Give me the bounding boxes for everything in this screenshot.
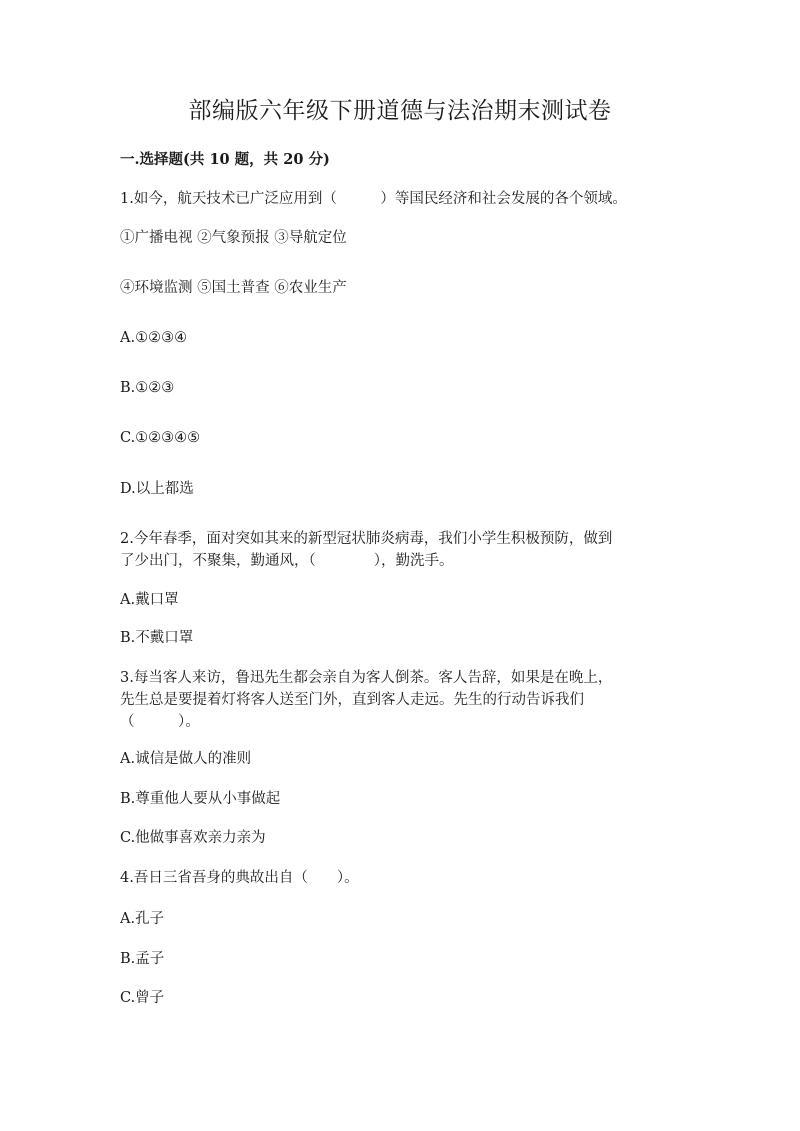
question-3-option-c: C.他做事喜欢亲力亲为 [120,830,266,846]
question-1-stem: 1.如今，航天技术已广泛应用到（ ）等国民经济和社会发展的各个领域。 [120,191,627,207]
question-3-stem-line-3: （ ）。 [120,714,200,730]
question-1-items-line-1: ①广播电视 ②气象预报 ③导航定位 [120,230,347,246]
question-2-stem-line-2: 了少出门，不聚集，勤通风，（ ），勤洗手。 [120,553,454,569]
question-1-option-d: D.以上都选 [120,481,194,497]
question-2-stem-line-1: 2.今年春季，面对突如其来的新型冠状肺炎病毒，我们小学生积极预防，做到 [120,531,613,547]
question-3-stem-line-2: 先生总是要提着灯将客人送至门外，直到客人走远。先生的行动告诉我们 [120,692,584,708]
question-1-option-c: C.①②③④⑤ [120,430,201,446]
question-2-option-a: A.戴口罩 [120,592,179,608]
question-4-option-b: B.孟子 [120,951,165,967]
question-1-option-a: A.①②③④ [120,330,188,346]
question-4-option-a: A.孔子 [120,911,165,927]
question-1-items-line-2: ④环境监测 ⑤国土普查 ⑥农业生产 [120,280,347,296]
question-4-option-c: C.曾子 [120,990,165,1006]
question-3-option-a: A.诚信是做人的准则 [120,751,252,767]
section-title: 一.选择题(共 10 题，共 20 分) [120,151,330,168]
document-title: 部编版六年级下册道德与法治期末测试卷 [188,98,612,124]
question-2-option-b: B.不戴口罩 [120,630,194,646]
question-3-stem-line-1: 3.每当客人来访，鲁迅先生都会亲自为客人倒茶。客人告辞，如果是在晚上， [120,670,613,686]
question-4-stem: 4.吾日三省吾身的典故出自（ ）。 [120,870,359,886]
question-3-option-b: B.尊重他人要从小事做起 [120,791,281,807]
question-1-option-b: B.①②③ [120,380,175,396]
